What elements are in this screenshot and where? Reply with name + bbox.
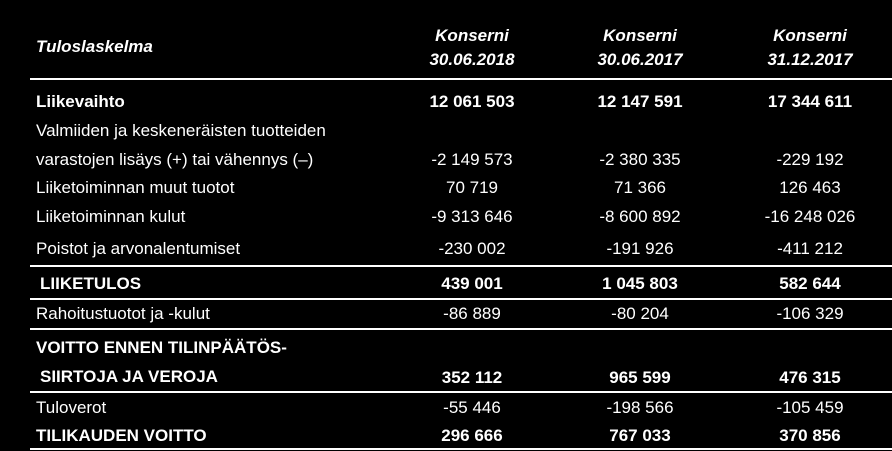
row-value: 70 719 — [446, 178, 498, 197]
row-value: 965 599 — [609, 368, 671, 387]
row-value: 17 344 611 — [767, 92, 853, 111]
row-value: -55 446 — [443, 398, 501, 417]
col-header-1-line2: 30.06.2018 — [429, 50, 515, 69]
row-value: -106 329 — [776, 304, 844, 323]
row-value: -16 248 026 — [764, 207, 856, 226]
col-header-2-line1: Konserni — [603, 26, 677, 45]
row-value: 439 001 — [441, 274, 503, 293]
row-label: Valmiiden ja keskeneräisten tuotteiden — [36, 121, 326, 140]
row-value: 352 112 — [441, 368, 503, 387]
row-value: 370 856 — [779, 426, 841, 445]
row-value: -105 459 — [776, 398, 844, 417]
row-label: Liiketoiminnan kulut — [36, 207, 186, 226]
row-value: 476 315 — [779, 368, 841, 387]
col-header-3-line2: 31.12.2017 — [767, 50, 853, 69]
row-value: 12 061 503 — [429, 92, 515, 111]
row-value: -230 002 — [438, 239, 506, 258]
row-value: 71 366 — [614, 178, 666, 197]
row-label: LIIKETULOS — [40, 274, 142, 293]
row-label: VOITTO ENNEN TILINPÄÄTÖS- — [36, 338, 287, 357]
row-label: Poistot ja arvonalentumiset — [36, 239, 241, 258]
header-divider — [30, 78, 892, 80]
row-label: Liiketoiminnan muut tuotot — [36, 178, 235, 197]
col-header-2-line2: 30.06.2017 — [597, 50, 683, 69]
row-value: -411 212 — [777, 239, 843, 258]
row-value: 582 644 — [779, 274, 841, 293]
row-label: TILIKAUDEN VOITTO — [36, 426, 207, 445]
row-value: -8 600 892 — [599, 207, 681, 226]
row-value: -191 926 — [606, 239, 674, 258]
table-title: Tuloslaskelma — [36, 37, 153, 56]
row-value: -2 149 573 — [431, 150, 513, 169]
row-value: -86 889 — [443, 304, 501, 323]
row-value: -2 380 335 — [599, 150, 681, 169]
col-header-1-line1: Konserni — [435, 26, 509, 45]
row-label: Liikevaihto — [36, 92, 125, 111]
row-value: 1 045 803 — [602, 274, 678, 293]
row-value: -198 566 — [606, 398, 674, 417]
divider — [30, 265, 892, 267]
divider — [30, 298, 892, 300]
row-value: -9 313 646 — [431, 207, 513, 226]
row-label: varastojen lisäys (+) tai vähennys (–) — [36, 150, 314, 169]
col-header-3-line1: Konserni — [773, 26, 847, 45]
row-value: 296 666 — [441, 426, 503, 445]
row-value: 126 463 — [779, 178, 841, 197]
row-label: SIIRTOJA JA VEROJA — [40, 367, 218, 386]
divider — [30, 391, 892, 393]
bottom-divider — [30, 448, 892, 450]
divider — [30, 328, 892, 330]
row-value: -229 192 — [776, 150, 844, 169]
row-value: 767 033 — [609, 426, 671, 445]
row-label: Tuloverot — [36, 398, 107, 417]
row-label: Rahoitustuotot ja -kulut — [36, 304, 210, 323]
row-value: 12 147 591 — [597, 92, 683, 111]
row-value: -80 204 — [611, 304, 669, 323]
